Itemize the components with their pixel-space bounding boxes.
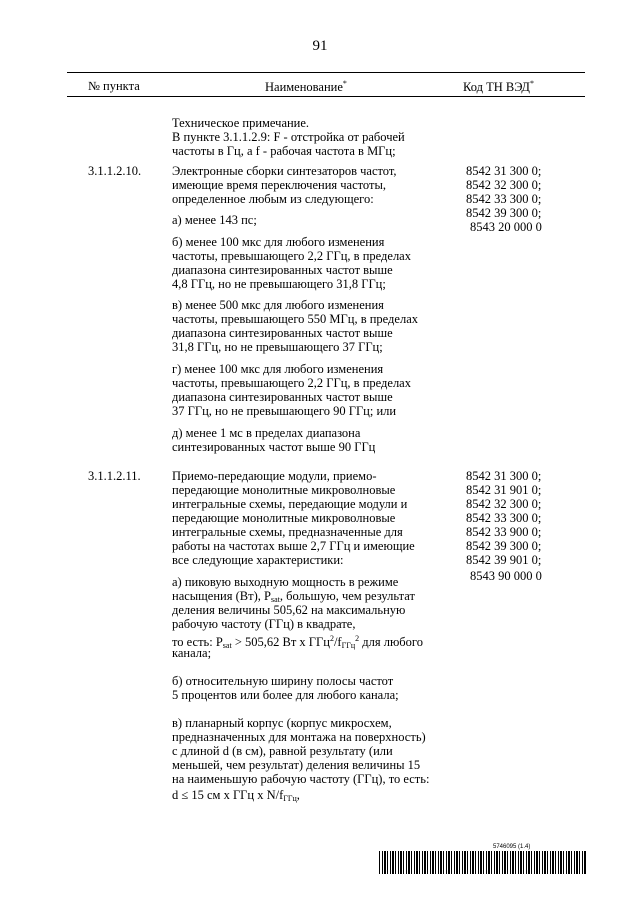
item-text: все следующие характеристики: bbox=[172, 553, 344, 567]
tn-ved-code: 8543 20 000 0 bbox=[470, 220, 542, 234]
item-subclause: г) менее 100 мкс для любого изменения bbox=[172, 362, 384, 376]
item-subclause: б) относительную ширину полосы частот bbox=[172, 674, 394, 688]
header-code: Код ТН ВЭД* bbox=[463, 79, 534, 95]
item-subclause: с длиной d (в см), равной результату (или bbox=[172, 744, 393, 758]
item-subclause: б) менее 100 мкс для любого изменения bbox=[172, 235, 385, 249]
item-subclause: на наименьшую рабочую частоту (ГГц), то есть: bbox=[172, 772, 430, 786]
item-subclause: а) менее 143 пс; bbox=[172, 213, 257, 227]
item-subclause: предназначенных для монтажа на поверхность) bbox=[172, 730, 426, 744]
intro-line: В пункте 3.1.1.2.9: F - отстройка от рабочей bbox=[172, 130, 405, 144]
item-text: имеющие время переключения частоты, bbox=[172, 178, 387, 192]
intro-line: Техническое примечание. bbox=[172, 116, 310, 130]
tn-ved-code: 8542 32 300 0; bbox=[466, 178, 542, 192]
item-subclause: в) планарный корпус (корпус микросхем, bbox=[172, 716, 392, 730]
item-subclause: деления величины 505,62 на максимальную bbox=[172, 603, 406, 617]
barcode-image bbox=[379, 851, 586, 874]
tn-ved-code: 8542 39 300 0; bbox=[466, 206, 542, 220]
tn-ved-code: 8542 32 300 0; bbox=[466, 497, 542, 511]
tn-ved-code: 8542 31 901 0; bbox=[466, 483, 542, 497]
item-text: Приемо-передающие модули, приемо- bbox=[172, 469, 377, 483]
header-name: Наименование* bbox=[265, 79, 347, 95]
header-item-number: № пункта bbox=[88, 79, 140, 93]
item-text: интегральные схемы, передающие модули и bbox=[172, 497, 408, 511]
item-text: передающие монолитные микроволновые bbox=[172, 511, 396, 525]
item-text: работы на частотах выше 2,7 ГГц и имеющие bbox=[172, 539, 415, 553]
item-subclause: канала; bbox=[172, 646, 212, 660]
formula-line: то есть: $P_{sat} > 505,62$ Вт x $ГГц^2/f_{ГГц}^2$ для любого bbox=[172, 634, 423, 651]
tn-ved-code: 8542 31 300 0; bbox=[466, 469, 542, 483]
item-subclause: рабочую частоту (ГГц) в квадрате, bbox=[172, 617, 356, 631]
item-subclause: меньшей, чем результат) деления величины 15 bbox=[172, 758, 421, 772]
item-number: 3.1.1.2.11. bbox=[88, 469, 141, 483]
item-subclause: диапазона синтезированных частот выше bbox=[172, 390, 393, 404]
item-subclause: в) менее 500 мкс для любого изменения bbox=[172, 298, 384, 312]
item-text: передающие монолитные микроволновые bbox=[172, 483, 396, 497]
tn-ved-code: 8542 33 900 0; bbox=[466, 525, 542, 539]
item-subclause: синтезированных частот выше 90 ГГц bbox=[172, 440, 376, 454]
item-subclause: насыщения (Вт), $P_{sat}$, большую, чем результат bbox=[172, 589, 415, 604]
table-header-rule bbox=[67, 96, 585, 97]
tn-ved-code: 8542 31 300 0; bbox=[466, 164, 542, 178]
tn-ved-code: 8543 90 000 0 bbox=[470, 569, 542, 583]
item-subclause: 5 процентов или более для любого канала; bbox=[172, 688, 399, 702]
tn-ved-code: 8542 39 901 0; bbox=[466, 553, 542, 567]
item-text: Электронные сборки синтезаторов частот, bbox=[172, 164, 397, 178]
item-text: интегральные схемы, предназначенные для bbox=[172, 525, 403, 539]
intro-line: частоты в Гц, а f - рабочая частота в МГц; bbox=[172, 144, 396, 158]
item-subclause: частоты, превышающего 550 МГц, в пределах bbox=[172, 312, 418, 326]
tn-ved-code: 8542 39 300 0; bbox=[466, 539, 542, 553]
page-number: 91 bbox=[312, 38, 328, 54]
item-subclause: диапазона синтезированных частот выше bbox=[172, 326, 393, 340]
item-subclause: частоты, превышающего 2,2 ГГц, в пределах bbox=[172, 249, 411, 263]
item-subclause: диапазона синтезированных частот выше bbox=[172, 263, 393, 277]
tn-ved-code: 8542 33 300 0; bbox=[466, 511, 542, 525]
item-subclause: 31,8 ГГц, но не превышающего 37 ГГц; bbox=[172, 340, 383, 354]
formula-line: d ≤ 15 см x ГГц x $N/f_{ГГц}$, bbox=[172, 788, 300, 803]
item-text: определенное любым из следующего: bbox=[172, 192, 374, 206]
item-number: 3.1.1.2.10. bbox=[88, 164, 142, 178]
item-subclause: 37 ГГц, но не превышающего 90 ГГц; или bbox=[172, 404, 397, 418]
item-subclause: частоты, превышающего 2,2 ГГц, в пределах bbox=[172, 376, 411, 390]
item-subclause: д) менее 1 мс в пределах диапазона bbox=[172, 426, 361, 440]
barcode-id: 5746095 (1.4) bbox=[493, 844, 531, 850]
item-subclause: 4,8 ГГц, но не превышающего 31,8 ГГц; bbox=[172, 277, 386, 291]
item-subclause: а) пиковую выходную мощность в режиме bbox=[172, 575, 399, 589]
table-top-rule bbox=[67, 72, 585, 73]
tn-ved-code: 8542 33 300 0; bbox=[466, 192, 542, 206]
